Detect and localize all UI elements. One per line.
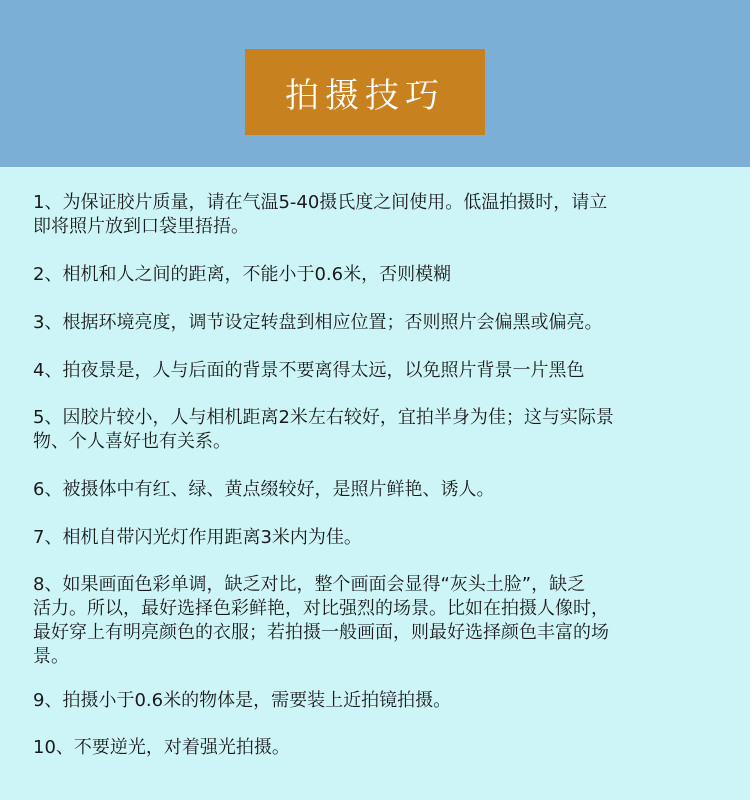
- tip-1: [33, 191, 723, 239]
- tip-3: [33, 311, 723, 335]
- tip-3-line-1: 3、根据环境亮度，调节设定转盘到相应位置；否则照片会偏黑或偏亮。: [33, 312, 603, 333]
- tip-9: [33, 689, 723, 713]
- tip-8-line-1: 8、如果画面色彩单调，缺乏对比，整个画面会显得“灰头土脸”，缺乏: [33, 574, 586, 595]
- tip-10: [33, 736, 723, 760]
- tip-7: [33, 526, 723, 550]
- tip-2: [33, 263, 723, 287]
- tip-2-line-1: 2、相机和人之间的距离，不能小于0.6米，否则模糊: [33, 264, 452, 285]
- tips-content: [0, 167, 750, 800]
- tip-8-line-3: 最好穿上有明亮颜色的衣服；若拍摄一般画面，则最好选择颜色丰富的场: [33, 622, 609, 643]
- title-box: [245, 49, 485, 135]
- tip-8: [33, 573, 723, 669]
- tip-5-line-1: 5、因胶片较小，人与相机距离2米左右较好，宜拍半身为佳；这与实际景: [33, 407, 614, 428]
- tip-7-line-1: 7、相机自带闪光灯作用距离3米内为佳。: [33, 527, 362, 548]
- tip-5-line-2: 物、个人喜好也有关系。: [33, 431, 231, 452]
- tip-8-line-2: 活力。所以，最好选择色彩鲜艳，对比强烈的场景。比如在拍摄人像时，: [33, 598, 609, 619]
- header-banner: [0, 0, 750, 167]
- tip-5: [33, 406, 723, 454]
- tip-4-line-1: 4、拍夜景是，人与后面的背景不要离得太远，以免照片背景一片黑色: [33, 360, 585, 381]
- tip-6: [33, 478, 723, 502]
- page-title: 拍摄技巧: [285, 75, 445, 116]
- tip-8-line-4: 景。: [33, 646, 69, 667]
- tip-4: [33, 359, 723, 383]
- tip-1-line-2: 即将照片放到口袋里捂捂。: [33, 216, 249, 237]
- tip-10-line-1: 10、不要逆光，对着强光拍摄。: [33, 737, 290, 758]
- tip-6-line-1: 6、被摄体中有红、绿、黄点缀较好，是照片鲜艳、诱人。: [33, 479, 495, 500]
- tip-9-line-1: 9、拍摄小于0.6米的物体是，需要装上近拍镜拍摄。: [33, 690, 452, 711]
- tip-1-line-1: 1、为保证胶片质量，请在气温5-40摄氏度之间使用。低温拍摄时，请立: [33, 192, 608, 213]
